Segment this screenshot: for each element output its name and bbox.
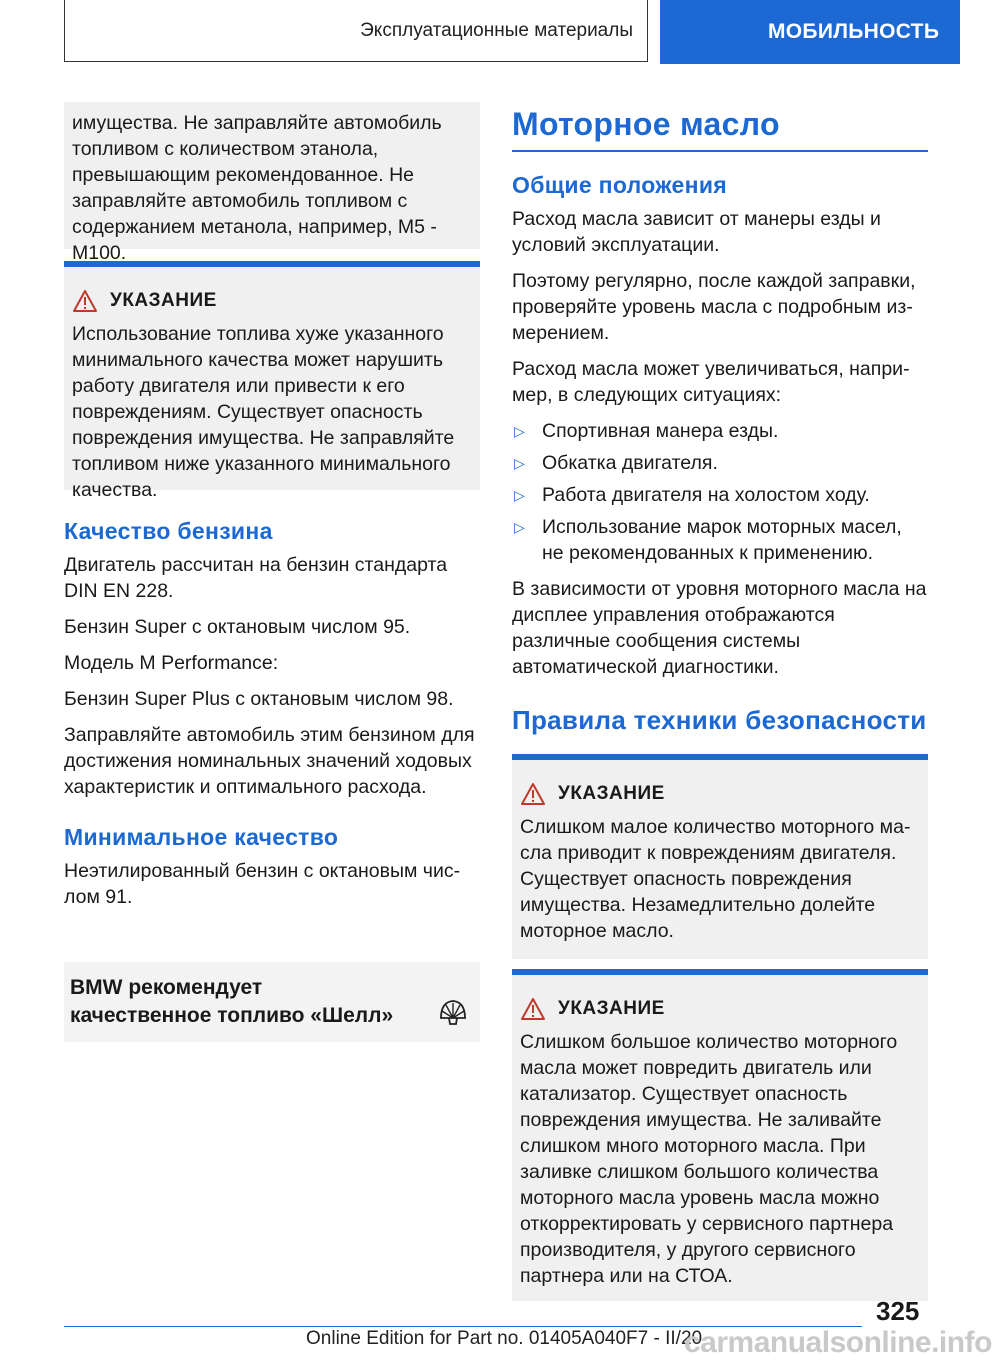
triangle-bullet-icon: ▷ (514, 455, 525, 471)
general-heading: Общие положения (512, 172, 727, 198)
section-title-text: Эксплуатационные материалы (360, 19, 633, 41)
list-item-text: Спортивная манера езды. (542, 420, 779, 442)
note-title-text: УКАЗАНИЕ (558, 783, 665, 804)
minimum-quality-section (64, 822, 480, 910)
list-item-text: Использование марок моторных масел, не рекомендованных к применению. (542, 516, 902, 564)
intro-text: имущества. Не заправляйте автомобиль топливом с количеством этанола, превышающим рекомендованное. Не заправляйте автомобиль топливом с содержанием метанола, например, M5 - M100. (72, 112, 442, 264)
note-text: Слишком малое количество моторного масла приводит к повреждениям двигателя. Существует опасность повреждения имущества. Незамедлительно долейте моторное масло. (520, 816, 911, 942)
petrol-paragraph: Двигатель рассчитан на бензин стандарта DIN EN 228. (64, 554, 448, 602)
ad-line: BMW рекомендует (70, 976, 263, 999)
note-box-excess-oil (512, 969, 928, 1301)
petrol-paragraph: Заправляйте автомобиль этим бензином для достижения номинальных значений ходовых характеристик и оптимального расхода. (64, 724, 475, 798)
general-paragraph: Поэтому регулярно, после каждой заправки, проверяйте уровень масла с подробным измерением. (512, 270, 916, 344)
note-title (72, 289, 472, 313)
list-item (512, 450, 928, 476)
note-title-text: УКАЗАНИЕ (558, 998, 665, 1019)
right-column (512, 102, 928, 1301)
shell-logo-icon (438, 998, 468, 1028)
triangle-bullet-icon: ▷ (514, 519, 525, 535)
engine-oil-title: Моторное масло (512, 102, 928, 152)
note-text: Слишком большое количество моторного масла может повредить двигатель или катализатор. Существует опасность повреждения имущества. Не заливайте слишком много моторного масла. При заливке слишком большого количества моторного масла уровень масла можно откорректировать у сервисного партнера производителя, у другого сервисного партнера или на СТОА. (520, 1031, 898, 1287)
petrol-quality-section (64, 516, 480, 800)
intro-continuation-box (64, 102, 480, 264)
general-paragraph: Расход масла зависит от манеры езды и условий эксплуатации. (512, 208, 881, 256)
triangle-bullet-icon: ▷ (514, 423, 525, 439)
chapter-title-text: МОБИЛЬНОСТЬ (768, 20, 940, 43)
shell-recommendation-banner (64, 962, 480, 1042)
safety-heading: Правила техники безопасности (512, 705, 927, 735)
warning-triangle-icon (72, 289, 98, 313)
minimum-quality-heading: Минимальное качество (64, 824, 339, 850)
left-column (64, 102, 480, 1042)
list-item (512, 482, 928, 508)
note-title (520, 782, 920, 806)
header-chapter-tab (660, 0, 960, 64)
header-section-title (64, 0, 648, 62)
warning-triangle-icon (520, 997, 546, 1021)
page-number: 325 (876, 1296, 920, 1326)
note-title (520, 997, 920, 1021)
minimum-quality-text: Неэтилированный бензин с октановым числом 91. (64, 860, 461, 908)
list-item (512, 514, 928, 566)
list-item (512, 418, 928, 444)
petrol-paragraph: Модель M Performance: (64, 652, 279, 674)
petrol-paragraph: Бензин Super с октановым числом 95. (64, 616, 411, 638)
petrol-quality-heading: Качество бензина (64, 518, 273, 544)
ad-line: качественное топливо «Шелл» (70, 1004, 394, 1027)
list-item-text: Работа двигателя на холостом ходу. (542, 484, 870, 506)
warning-triangle-icon (520, 782, 546, 806)
note-title-text: УКАЗАНИЕ (110, 290, 217, 311)
note-text: Использование топлива хуже указанного минимального качества может нарушить работу двигателя или привести к его повреждениям. Существует опасность повреждения имущества. Не заправляйте топливом ниже указанного минимального качества. (72, 323, 455, 501)
list-item-text: Обкатка двигателя. (542, 452, 718, 474)
watermark: carmanualsonline.info (684, 1326, 992, 1359)
general-paragraph: Расход масла может увеличиваться, например, в следующих ситуациях: (512, 358, 910, 406)
display-messages-paragraph: В зависимости от уровня моторного масла на дисплее управления отображаются различные сообщения системы автоматической диагностики. (512, 578, 927, 678)
footer-edition: Online Edition for Part no. 01405A040F7 - II/20 (306, 1328, 703, 1349)
note-box-low-oil (512, 754, 928, 959)
triangle-bullet-icon: ▷ (514, 487, 525, 503)
petrol-paragraph: Бензин Super Plus с октановым числом 98. (64, 688, 454, 710)
note-box-fuel-quality (64, 261, 480, 501)
oil-consumption-list (512, 418, 928, 566)
